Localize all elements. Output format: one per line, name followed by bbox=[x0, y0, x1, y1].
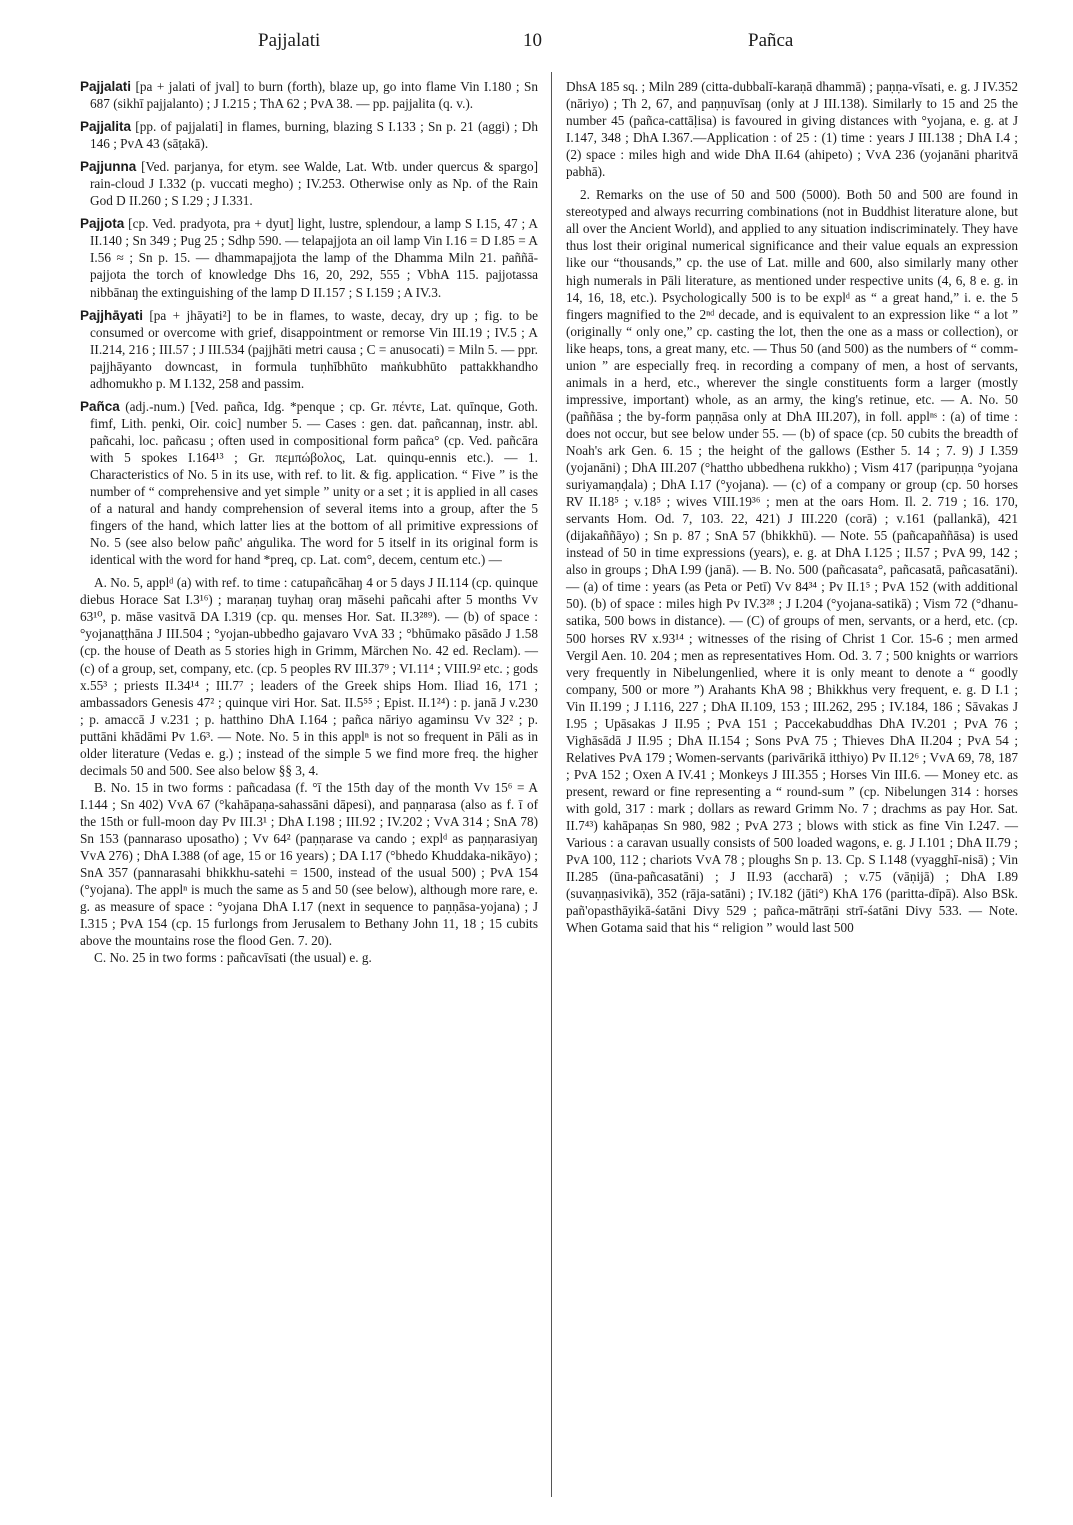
header-left-guide-word: Pajjalati bbox=[258, 30, 321, 51]
column-divider bbox=[551, 72, 552, 1497]
entry-body: [cp. Ved. pradyota, pra + dyut] light, lustre, splendour, a lamp S I.15, 47 ; A II.140 ; Sn 349 ; Pug 25 ; Sdhp 590. — telapajjota an oil lamp Vin I.16 = D I.85 = A I.56 ≈ ; Sn p. 15. — dhammapajjota the lamp of the Dhamma Miln 21. paññā-pajjota the torch of knowledge Dhs 16, 20, 292, 555 ; VbhA 115. pajjotassa nibbānaŋ the extinguishing of the lamp D II.157 ; S I.159 ; A IV.3. bbox=[90, 216, 538, 300]
paragraph-no-15: B. No. 15 in two forms : pañcadasa (f. °ī the 15th day of the month Vv 15⁶ = A I.144 ; Sn 402) VvA 67 (°kahāpaṇa-sahassāni dāpesi), and paṇṇarasa (also as f. ī of the 15th or full-moon day Pv III.3¹ ; DhA I.198 ; III.92 ; IV.202 ; VvA 314 ; SnA 78) Sn 153 (pannaraso uposatho) ; Vv 64² (paṇṇarase va cando ; explᵈ as paṇṇarasiyaŋ VvA 276) ; DhA I.388 (of age, 15 or 16 years) ; DA I.17 (°bhedo Khuddaka-nikāyo) ; SnA 357 (pannarasahi bhikkhu-satehi = 1500, instead of the usual 500) ; PvA 154 (°yojana). The applⁿ is much the same as 5 and 50 (see below), although more rare, e. g. as measure of space : °yojana DhA I.17 (next in sequence to paṇṇāsa-yojana) ; J I.315 ; PvA 154 (cp. 15 furlongs from Jerusalem to Bethany John 11, 18 ; 15 cubits above the mountains rose the flood Gen. 7. 20). bbox=[80, 779, 538, 949]
paragraph-remarks-50-500: 2. Remarks on the use of 50 and 500 (5000). Both 50 and 500 are found in stereotyped and always recurring combinations (not in Buddhist literature alone, but all over the Ancient World), and applied to any situation indiscriminately. They have thus lost their original numerical significance and their value equals an expression like our “thousands,” cp. the use of Lat. mille and 600, also similarly many other high numerals in Pāli literature, as mentioned under respective units (4, 6, 8 e. g. in 14, 16, 18, etc.). Psychologically 500 is to be explᵈ as “ a great hand,” i. e. the 5 fingers magnified to the 2ⁿᵈ decade, and is equivalent to an expression like “ a lot ” (originally “ only one,” cp. casting the lot, then the one as a mass or collection), or like heaps, tons, a great many, etc. — Thus 50 (and 500) as the numbers of “ comm-union ” are especially freq. in recording a company of men, a host of servants, animals in a herd, etc., wherever the single constituents form a larger (mostly impressive, important) whole, as an army, the king's retinue, etc. — A. No. 50 (paññāsa ; the by-form paṇṇāsa only at DhA III.207), in foll. applⁿˢ : (a) of time : does not occur, but see below under 55. — (b) of space (cp. 50 cubits the breadth of Noah's ark Gen. 6. 15 ; the height of the gallows (Esther 5. 14 ; 7. 9) J I.359 (yojanāni) ; DhA III.207 (°hattho ubbedhena rukkho) ; Vism 417 (paripuṇṇa °yojana suriyamaṇḍala) ; DhA I.17 (°yojana). — (c) of a company or group (cp. 50 horses RV II.18⁵ ; v.18⁵ ; wives VIII.19³⁶ ; men at the oars Hom. Il. 2. 719 ; 16. 170, servants Hom. Od. 7, 103. 22, 421) J III.220 (corā) ; v.161 (pallankā), 421 (dijakaññāyo) ; Sn p. 87 ; SnA 57 (bhikkhū). — Note. 55 (pañcapaññāsa) is used instead of 50 in time expressions (years), e. g. at DhA I.125 ; II.57 ; PvA 99, 142 ; also in groups ; DhA I.99 (janā). — B. No. 500 (pañcasata°, pañcasatā, pañcasatāni). — (a) of time : years (as Peta or Petī) Vv 84³⁴ ; Pv II.1⁵ ; PvA 152 (with additional 50). (b) of space : miles high Pv IV.3²⁸ ; J I.204 (°yojana-satikā) ; Vism 72 (°dhanu-satika, 500 bows in distance). — (C) of groups of men, servants, or a herd, etc. (cp. 500 horses RV x.93¹⁴ ; witnesses of the rising of Christ 1 Cor. 15-6 ; men armed Vergil Aen. 10. 204 ; men as representatives Hom. Od. 3. 7 ; 500 knights or warriors very frequently in Nibelungenlied, where it is only meant to denote a “ goodly company, 500 or more ”) Arahants KhA 98 ; Bhikkhus very frequent, e. g. D I.1 ; Vin II.199 ; J I.116, 227 ; DhA II.109, 153 ; III.262, 295 ; IV.184, 186 ; Sāvakas J I.95 ; Upāsakas J II.95 ; PvA 151 ; Paccekabuddhas DhA IV.201 ; PvA 76 ; Vighāsādā J II.95 ; DhA II.154 ; Sons PvA 75 ; Thieves DhA II.204 ; PvA 54 ; Relatives PvA 179 ; Women-servants (parivārikā itthiyo) Pv II.12⁶ ; VvA 69, 78, 187 ; PvA 152 ; Oxen A IV.41 ; Monkeys J III.355 ; Horses Vin III.6. — Money etc. as present, reward or fine representing a “ round-sum ” (cp. Nibelungen 314 : horses with gold, 317 : mark ; dollars as reward Grimm No. 7 ; drachms as pay Hor. Sat. II.7⁴³) kahāpaṇas Sn 980, 982 ; PvA 273 ; blows with stick as fine Vin I.247. — Various : a caravan usually consists of 500 loaded wagons, e. g. J I.101 ; DhA II.79 ; PvA 100, 112 ; chariots VvA 78 ; ploughs Sn p. 13. Cp. S I.148 (vyagghī-nisā) ; Vin II.285 (ūna-pañcasatāni) ; J II.93 (accharā) ; v.75 (vāṇijā) ; DhA I.89 (suvaṇṇasivikā), 352 (rāja-satāni) ; IV.182 (jāti°) KhA 176 (paritta-dīpā). Also BSk. pañ'opasthāyikā-śatāni Divy 529 ; pañca-mātrāṇi strī-śatāni Divy 533. — Note. When Gotama said that his “ religion ” would last 500 bbox=[566, 187, 1018, 936]
entry-panca bbox=[80, 398, 538, 568]
headword: Pañca bbox=[80, 398, 120, 414]
entry-pajjunna bbox=[80, 158, 538, 209]
entry-body: [pp. of pajjalati] in flames, burning, blazing S I.133 ; Sn p. 21 (aggi) ; Dh 146 ; PvA 43 (sāṭakā). bbox=[90, 119, 538, 152]
entry-body: (adj.-num.) [Ved. pañca, Idg. *penque ; cp. Gr. πέντε, Lat. quīnque, Goth. fimf, Lith. penki, Oir. coic] number 5. — Cases : gen. dat. pañcannaŋ, instr. abl. pañcahi, loc. pañcasu ; often used in compositional form pañca° (cp. Ved. pañcāra with 5 spokes I.164¹³ ; Gr. πεμπώβολος, Lat. quinqu-ennis etc.). — 1. Characteristics of No. 5 in its use, with ref. to lit. & fig. application. “ Five ” is the number of “ comprehensive and yet simple ” unity or a set ; it is applied in all cases of a natural and handy comprehension of several items into a group, after the 5 fingers of the hand, which latter lies at the bottom of all primitive expressions of No. 5 (see also below pañc' aṅgulika. The word for 5 itself in its original form is identical with the word for hand *preq, cp. Lat. com°, decem, centum etc.) — bbox=[90, 398, 538, 568]
entry-pajjalati bbox=[80, 78, 538, 112]
headword: Pajjalati bbox=[80, 79, 132, 94]
paragraph-continuation: DhsA 185 sq. ; Miln 289 (citta-dubbalī-karaṇā dhammā) ; paṇṇa-vīsati, e. g. J IV.352 (nāriyo) ; Th 2, 67, and paṇṇuvīsaŋ (only at J III.138). Similarly to 15 and 25 the number 45 (pañca-cattāḷisa) is favoured in giving distances with °yojana, e. g. at J I.147, 348 ; DhA I.367.—Application : of 25 : (1) time : years J III.138 ; DhA I.4 ; (2) space : miles high and wide DhA II.64 (ahipeto) ; VvA 236 (yojanāni pharitvā pabhā). bbox=[566, 79, 1018, 180]
headword: Pajjunna bbox=[80, 159, 137, 175]
entry-pajjota bbox=[80, 215, 538, 300]
paragraph-no-5: A. No. 5, applᵈ (a) with ref. to time : catupañcāhaŋ 4 or 5 days J II.114 (cp. quinque diebus Horace Sat I.3¹⁶) ; maraṇaŋ tuyhaŋ oraŋ māsehi pañcahi after 5 months Vv 63¹⁰, p. māse vasitvā DA I.319 (cp. qu. menses Hor. Sat. II.3²⁸⁹). — (b) of space : °yojanaṭṭhāna J III.504 ; °yojan-ubbedho gajavaro VvA 33 ; °bhūmako pāsādo J 1.58 (cp. the house of Death as 5 stories high in Grimm, Märchen No. 42 ed. Reclam). — (c) of a group, set, company, etc. (cp. 5 peoples RV III.37⁹ ; VI.11⁴ ; VIII.9² etc. ; gods x.55³ ; priests II.34¹⁴ ; III.7⁷ ; leaders of the Greek ships Hom. Iliad 16, 171 ; ambassadors Genesis 47² ; quinque viri Hor. Sat. II.5⁵⁵ ; Epist. II.1²⁴) : p. janā J v.230 ; p. amaccā J v.231 ; p. hatthino DhA I.164 ; pañca nāriyo agaminsu Vv 32² ; p. puttāni khādāmi Pv 1.6³. — Note. No. 5 in this applⁿ is not so frequent in Pāli as in older literature (Vedas e. g.) ; instead of the simple 5 we find more freq. the higher decimals 50 and 500. See also below §§ 3, 4. bbox=[80, 575, 538, 778]
header-right-guide-word: Pañca bbox=[748, 30, 794, 51]
entry-pajjhayati bbox=[80, 307, 538, 392]
headword: Pajjhāyati bbox=[80, 307, 144, 323]
left-column bbox=[80, 78, 538, 966]
entry-body: [pa + jalati of jval] to burn (forth), blaze up, go into flame Vin I.180 ; Sn 687 (sikhī pajjalanto) ; J I.215 ; ThA 62 ; PvA 38. — pp. pajjalita (q. v.). bbox=[90, 79, 538, 112]
page-number: 10 bbox=[523, 30, 542, 51]
entry-body: [pa + jhāyati²] to be in flames, to waste, decay, dry up ; fig. to be consumed or overcome with grief, disappointment or remorse Vin III.19 ; IV.5 ; A II.214, 216 ; III.57 ; J III.534 (pajjhāti metri causa ; C = anusocati) = Miln 5. — ppr. pajjhāyanto downcast, in formula tuṇhībhūto maṅkubhūto pattakkhandho adhomukho p. M I.132, 258 and passim. bbox=[90, 307, 538, 391]
page-header bbox=[88, 30, 1018, 58]
headword: Pajjota bbox=[80, 216, 125, 232]
paragraph-no-25: C. No. 25 in two forms : pañcavīsati (the usual) e. g. bbox=[94, 950, 372, 966]
entry-body: [Ved. parjanya, for etym. see Walde, Lat. Wtb. under quercus & spargo] rain-cloud J I.332 (p. vuccati megho) ; IV.253. Otherwise only as Np. of the Rain God D II.260 ; S I.29 ; J I.331. bbox=[90, 159, 538, 209]
headword: Pajjalita bbox=[80, 119, 132, 135]
entry-pajjalita bbox=[80, 118, 538, 152]
right-column bbox=[566, 78, 1018, 936]
